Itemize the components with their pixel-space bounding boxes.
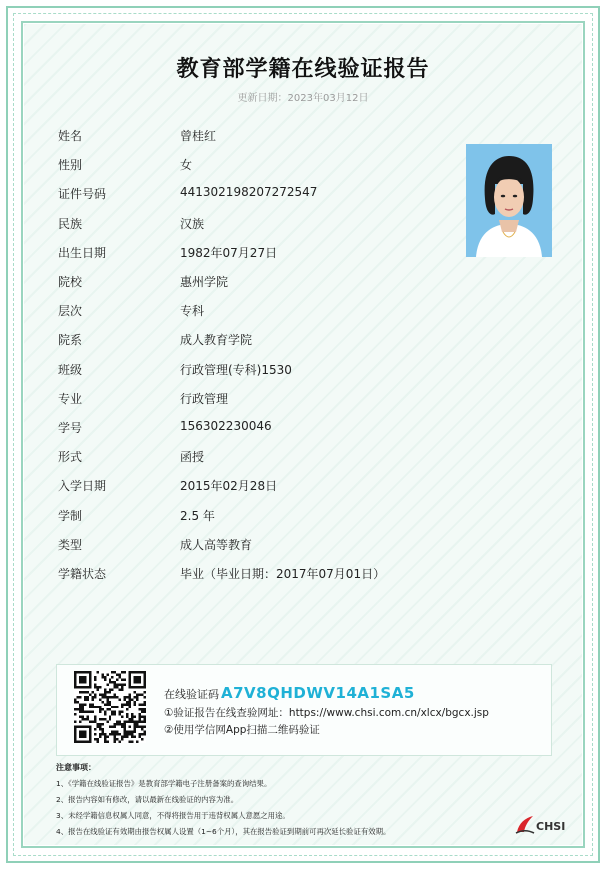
info-value: 毕业（毕业日期：2017年07月01日）	[180, 567, 386, 581]
update-date: 更新日期：2023年03月12日	[237, 93, 369, 104]
info-value: 441302198207272547	[180, 185, 318, 200]
info-value: 函授	[180, 450, 205, 465]
info-row	[58, 127, 488, 147]
info-value: 行政管理(专科)1530	[180, 362, 292, 377]
info-row	[58, 448, 488, 468]
info-value: 2015年02月28日	[180, 479, 278, 494]
info-value: 2.5 年	[180, 508, 215, 523]
chsi-logo	[514, 813, 566, 837]
notes-title: 注意事项：	[56, 763, 96, 772]
chsi-logo-text: CHSI	[536, 820, 566, 833]
info-label: 专业	[58, 391, 83, 406]
info-row	[58, 536, 488, 556]
info-row	[58, 565, 488, 585]
info-value: 曾桂红	[180, 129, 217, 143]
info-row	[58, 244, 488, 264]
info-label: 证件号码	[58, 187, 107, 202]
verify-app-note: ②使用学信网App扫描二维码验证	[164, 724, 320, 736]
note-item-3: 3、未经学籍信息权属人同意，不得将报告用于违背权属人意愿之用途。	[56, 811, 290, 820]
info-row	[58, 419, 488, 439]
verification-code-label: 在线验证码	[164, 688, 219, 701]
note-item-4: 4、报告在线验证有效期由报告权属人设置（1~6个月），其在报告验证到期前可再次延长验证有效期。	[56, 827, 391, 836]
info-label: 院系	[58, 333, 83, 348]
info-label: 类型	[58, 537, 83, 552]
verification-code-line	[164, 684, 415, 702]
verify-url-note: ①验证报告在线查验网址：https://www.chsi.com.cn/xlcx/bgcx.jsp	[164, 707, 489, 719]
info-label: 民族	[58, 216, 83, 231]
info-label: 入学日期	[58, 479, 107, 494]
info-label: 学籍状态	[58, 567, 107, 581]
info-row	[58, 361, 488, 381]
info-value: 行政管理	[180, 391, 229, 406]
info-value: 1982年07月27日	[180, 245, 278, 260]
note-item-1: 1、《学籍在线验证报告》是教育部学籍电子注册备案的查询结果。	[56, 779, 272, 788]
info-row	[58, 507, 488, 527]
info-value: 女	[180, 158, 193, 173]
info-value: 156302230046	[180, 419, 272, 433]
portrait-icon	[466, 144, 552, 257]
info-row	[58, 156, 488, 176]
chsi-logo-icon	[514, 813, 536, 835]
info-label: 出生日期	[58, 245, 107, 260]
qr-code-icon[interactable]	[74, 671, 146, 743]
info-row	[58, 302, 488, 322]
info-value: 汉族	[180, 216, 205, 231]
student-photo	[466, 144, 552, 257]
info-label: 学号	[58, 421, 83, 435]
info-row	[58, 477, 488, 497]
info-value: 惠州学院	[180, 275, 229, 289]
info-label: 姓名	[58, 129, 83, 143]
info-value: 专科	[180, 304, 205, 319]
info-label: 班级	[58, 362, 83, 377]
info-label: 形式	[58, 450, 83, 465]
info-value: 成人高等教育	[180, 537, 253, 552]
note-item-2: 2、报告内容如有修改，请以最新在线验证的内容为准。	[56, 795, 239, 804]
info-row	[58, 390, 488, 410]
verification-code: A7V8QHDWV14A1SA5	[221, 684, 415, 702]
info-row	[58, 215, 488, 235]
report-title: 教育部学籍在线验证报告	[176, 57, 430, 82]
info-label: 院校	[58, 275, 83, 289]
info-label: 性别	[58, 158, 83, 173]
info-row	[58, 185, 488, 205]
info-row	[58, 331, 488, 351]
info-value: 成人教育学院	[180, 333, 253, 348]
info-label: 层次	[58, 304, 83, 319]
info-row	[58, 273, 488, 293]
info-label: 学制	[58, 508, 83, 523]
